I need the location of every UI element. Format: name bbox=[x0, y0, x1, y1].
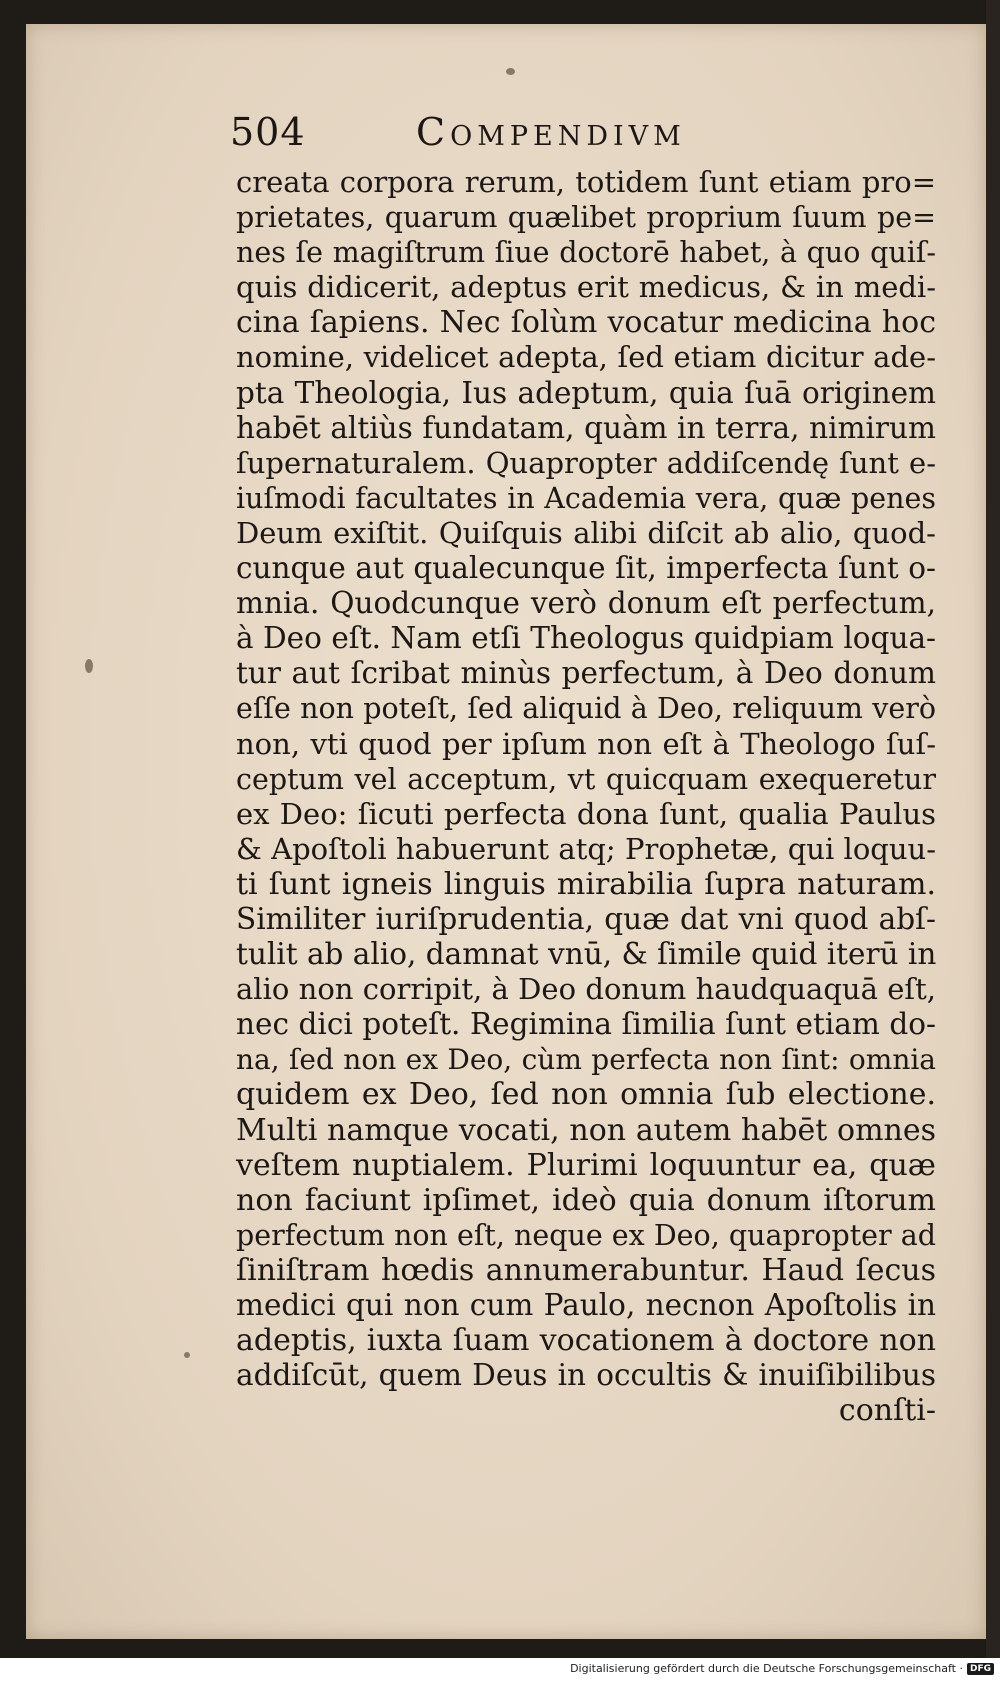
text-line: non faciunt ipſimet, ideò quia donum iſtorum bbox=[236, 1182, 936, 1218]
text-line: ceptum vel acceptum, vt quicquam exequeretur bbox=[236, 762, 936, 796]
text-line: à Deo eſt. Nam etſi Theologus quidpiam loqua- bbox=[236, 621, 936, 656]
text-line: veſtem nuptialem. Plurimi loquuntur ea, quæ bbox=[236, 1147, 936, 1183]
page-header bbox=[230, 104, 910, 164]
text-line: iuſmodi facultates in Academia vera, quæ penes bbox=[236, 481, 936, 515]
text-line: adeptis, iuxta ſuam vocationem à doctore non bbox=[236, 1323, 936, 1359]
text-line: habēt altiùs fundatam, quàm in terra, nimirum bbox=[236, 410, 936, 445]
credit-text: Digitalisierung gefördert durch die Deutsche Forschungsgemeinschaft · bbox=[570, 1662, 963, 1675]
text-line: ſupernaturalem. Quapropter addiſcendę ſunt e- bbox=[236, 445, 936, 480]
dfg-logo: DFG bbox=[967, 1663, 994, 1675]
text-line: Deum exiſtit. Quiſquis alibi diſcit ab alio, quod- bbox=[236, 515, 936, 550]
text-line: creata corpora rerum, totidem ſunt etiam pro= bbox=[236, 165, 936, 199]
book-edge bbox=[986, 0, 1000, 1658]
page-number: 504 bbox=[230, 110, 306, 154]
text-line: cunque aut qualecunque ſit, imperfecta ſunt o- bbox=[236, 551, 936, 586]
digitization-credit bbox=[570, 1662, 994, 1675]
text-line: eſſe non poteſt, ſed aliquid à Deo, reliquum verò bbox=[236, 692, 936, 726]
text-line: tur aut ſcribat minùs perfectum, à Deo donum bbox=[236, 656, 936, 691]
text-line: medici qui non cum Paulo, necnon Apoſtolis in bbox=[236, 1288, 936, 1322]
text-line: quidem ex Deo, ſed non omnia ſub electione. bbox=[236, 1077, 936, 1113]
text-line: nec dici poteſt. Regimina ſimilia ſunt etiam do- bbox=[236, 1007, 936, 1042]
catchword: conſti- bbox=[838, 1393, 936, 1429]
text-line: cina ſapiens. Nec ſolùm vocatur medicina hoc bbox=[236, 305, 936, 341]
text-line: ex Deo: ſicuti perfecta dona ſunt, qualia Paulus bbox=[236, 796, 936, 831]
text-line: & Apoſtoli habuerunt atq; Prophetæ, qui loquu- bbox=[236, 831, 936, 866]
text-line: nomine, videlicet adepta, ſed etiam dicitur ade- bbox=[236, 340, 936, 375]
text-line: pta Theologia, Ius adeptum, quia ſuā originem bbox=[236, 375, 936, 410]
text-line: Multi namque vocati, non autem habēt omnes bbox=[236, 1112, 936, 1148]
text-line: ſiniſtram hœdis annumerabuntur. Haud ſecus bbox=[236, 1252, 936, 1288]
text-line: non, vti quod per ipſum non eſt à Theologo ſuſ- bbox=[236, 726, 936, 761]
text-line: perfectum non eſt, neque ex Deo, quapropter ad bbox=[236, 1218, 936, 1252]
running-title: Compendivm bbox=[416, 110, 686, 154]
text-line: alio non corripit, à Deo donum haudquaquā eſt, bbox=[236, 972, 936, 1007]
text-line: na, ſed non ex Deo, cùm perfecta non ſint: omnia bbox=[236, 1043, 936, 1077]
paper-speck bbox=[506, 68, 515, 75]
text-line: Similiter iuriſprudentia, quæ dat vni quod abſ- bbox=[236, 901, 936, 936]
text-line: tulit ab alio, damnat vnū, & ſimile quid iterū in bbox=[236, 937, 937, 972]
text-line: quis didicerit, adeptus erit medicus, & in medi- bbox=[236, 270, 936, 305]
body-text bbox=[236, 165, 936, 1428]
paper-speck bbox=[85, 659, 93, 673]
text-line: mnia. Quodcunque verò donum eſt perfectum, bbox=[236, 586, 936, 621]
text-line: prietates, quarum quælibet proprium ſuum pe= bbox=[236, 201, 936, 235]
text-line: ti ſunt igneis linguis mirabilia ſupra naturam. bbox=[236, 866, 936, 902]
paper-speck bbox=[184, 1352, 190, 1358]
text-line: nes ſe magiſtrum ſiue doctorē habet, à quo quiſ- bbox=[236, 236, 936, 270]
text-line: addiſcūt, quem Deus in occultis & inuiſibilibus bbox=[236, 1358, 936, 1393]
